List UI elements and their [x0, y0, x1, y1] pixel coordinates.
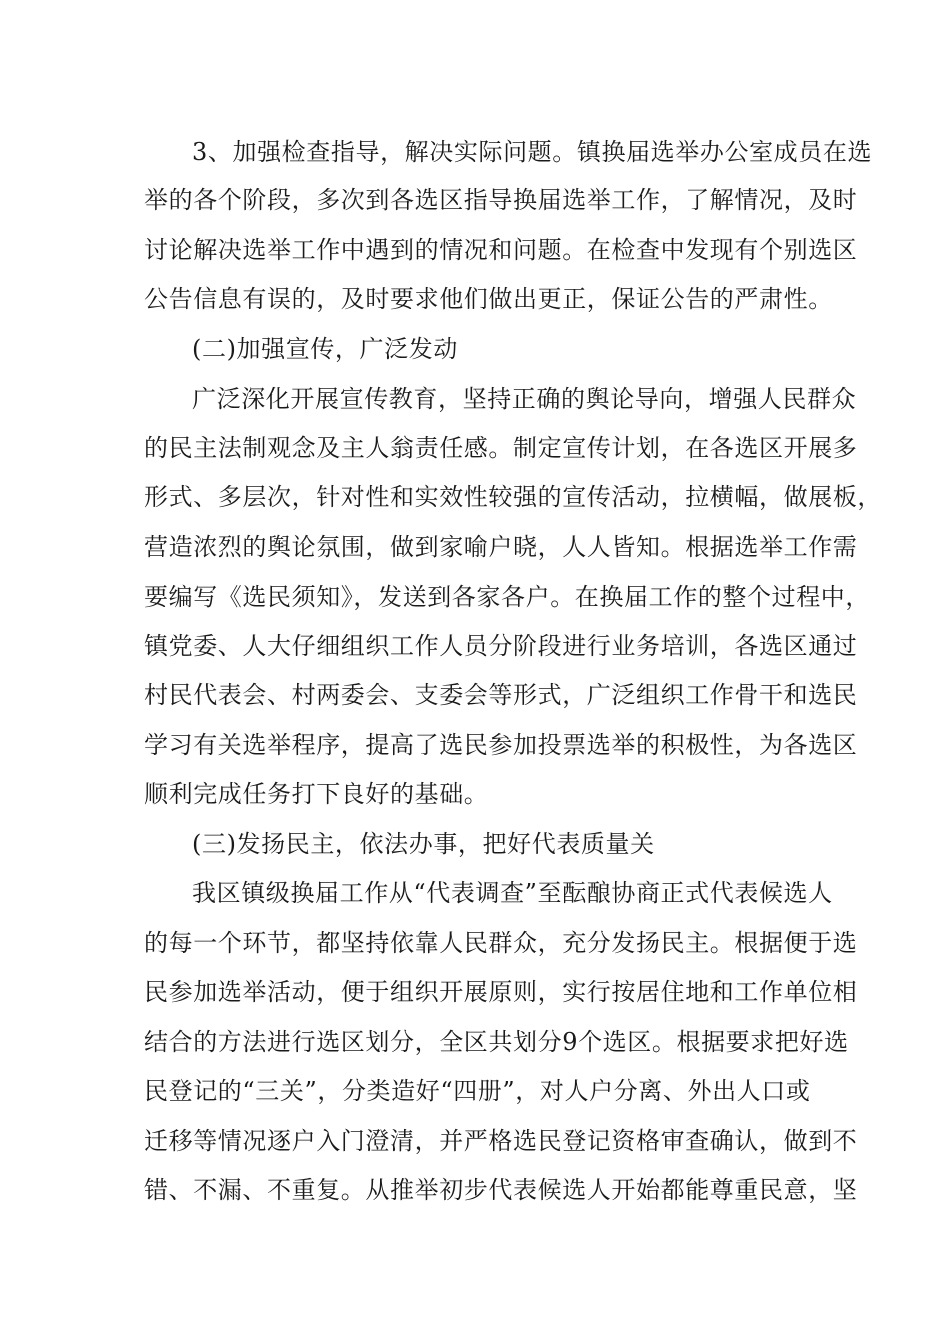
democracy-paragraph-line-2: 的每一个环节，都坚持依靠人民群众，充分发扬民主。根据便于选 — [144, 929, 858, 957]
publicity-paragraph-line-6: 镇党委、人大仔细组织工作人员分阶段进行业务培训，各选区通过 — [144, 632, 858, 660]
democracy-paragraph-line-7: 错、不漏、不重复。从推举初步代表候选人开始都能尊重民意，坚 — [144, 1176, 858, 1204]
democracy-paragraph-line-1: 我区镇级换届工作从“代表调查”至酝酿协商正式代表候选人 — [192, 879, 833, 907]
paragraph-3-line-3: 讨论解决选举工作中遇到的情况和问题。在检查中发现有个别选区 — [144, 236, 858, 264]
publicity-paragraph-line-9: 顺利完成任务打下良好的基础。 — [144, 780, 489, 808]
publicity-paragraph-line-8: 学习有关选举程序，提高了选民参加投票选举的积极性，为各选区 — [144, 731, 858, 759]
democracy-paragraph-line-5: 民登记的“三关”，分类造好“四册”，对人户分离、外出人口或 — [144, 1077, 811, 1105]
paragraph-3-line-1: 3、加强检查指导，解决实际问题。镇换届选举办公室成员在选 — [192, 138, 873, 166]
democracy-paragraph-line-3: 民参加选举活动，便于组织开展原则，实行按居住地和工作单位相 — [144, 978, 858, 1006]
paragraph-3-line-4: 公告信息有误的，及时要求他们做出更正，保证公告的严肃性。 — [144, 285, 833, 313]
publicity-paragraph-line-1: 广泛深化开展宣传教育，坚持正确的舆论导向，增强人民群众 — [192, 385, 857, 413]
democracy-paragraph-line-6: 迁移等情况逐户入门澄清，并严格选民登记资格审查确认，做到不 — [144, 1127, 858, 1155]
section-heading-3: (三)发扬民主，依法办事，把好代表质量关 — [192, 830, 655, 858]
democracy-paragraph-line-4: 结合的方法进行选区划分，全区共划分9个选区。根据要求把好选 — [144, 1028, 849, 1056]
publicity-paragraph-line-2: 的民主法制观念及主人翁责任感。制定宣传计划，在各选区开展多 — [144, 434, 858, 462]
section-heading-2: (二)加强宣传，广泛发动 — [192, 335, 458, 363]
paragraph-3-line-2: 举的各个阶段，多次到各选区指导换届选举工作，了解情况，及时 — [144, 186, 858, 214]
publicity-paragraph-line-4: 营造浓烈的舆论氛围，做到家喻户晓，人人皆知。根据选举工作需 — [144, 533, 858, 561]
publicity-paragraph-line-5: 要编写《选民须知》，发送到各家各户。在换届工作的整个过程中， — [144, 583, 870, 611]
publicity-paragraph-line-3: 形式、多层次，针对性和实效性较强的宣传活动，拉横幅，做展板， — [144, 483, 882, 511]
publicity-paragraph-line-7: 村民代表会、村两委会、支委会等形式，广泛组织工作骨干和选民 — [144, 681, 858, 709]
